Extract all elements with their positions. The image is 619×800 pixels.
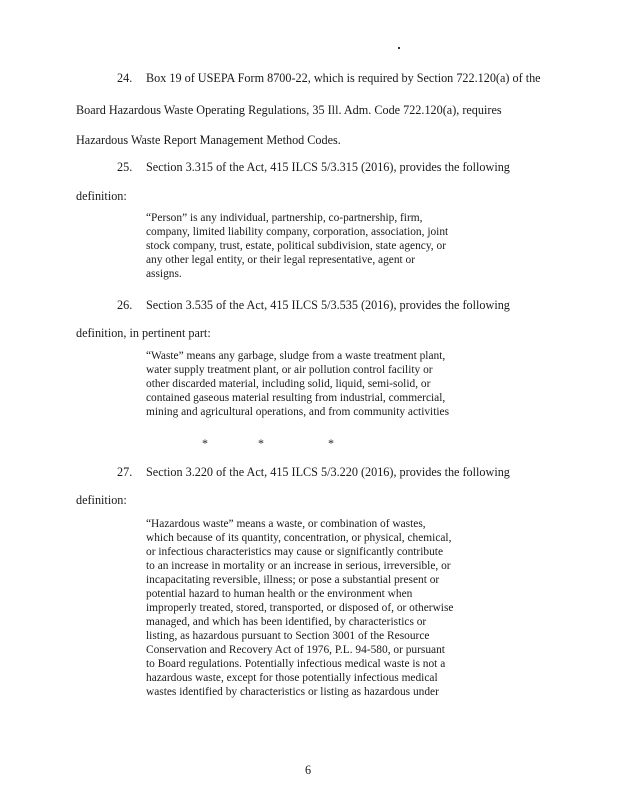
quote-line: to Board regulations. Potentially infectious medical waste is not a [146, 658, 446, 670]
ellipsis-asterisk: * [328, 436, 334, 450]
quote-line: “Person” is any individual, partnership, co-partnership, firm, [146, 212, 423, 224]
quote-line: company, limited liability company, corporation, association, joint [146, 226, 449, 238]
paragraph-26-number: 26. [117, 298, 133, 312]
quote-line: which because of its quantity, concentration, or physical, chemical, [146, 532, 452, 544]
ellipsis-asterisk: * [202, 436, 208, 450]
quote-line: wastes identified by characteristics or listing as hazardous under [146, 686, 439, 698]
quote-line: other discarded material, including solid, liquid, semi-solid, or [146, 378, 431, 390]
quote-line: potential hazard to human health or the environment when [146, 588, 413, 600]
paragraph-25-line-2: definition: [76, 189, 127, 203]
quote-line: Conservation and Recovery Act of 1976, P.L. 94-580, or pursuant [146, 644, 445, 656]
scan-speck [398, 47, 400, 49]
paragraph-24-line-2: Board Hazardous Waste Operating Regulations, 35 Ill. Adm. Code 722.120(a), requires [76, 103, 502, 117]
paragraph-27-number: 27. [117, 465, 133, 479]
quote-line: managed, and which has been identified, by characteristics or [146, 616, 427, 628]
quote-line: or infectious characteristics may cause or significantly contribute [146, 546, 443, 558]
paragraph-25-line-1: Section 3.315 of the Act, 415 ILCS 5/3.315 (2016), provides the following [146, 160, 510, 174]
paragraph-24-number: 24. [117, 71, 133, 85]
quote-line: hazardous waste, except for those potentially infectious medical [146, 672, 438, 684]
quote-line: incapacitating reversible, illness; or pose a substantial present or [146, 574, 440, 586]
ellipsis-asterisk: * [258, 436, 264, 450]
quote-line: stock company, trust, estate, political subdivision, state agency, or [146, 240, 446, 252]
quote-line: mining and agricultural operations, and from community activities [146, 406, 450, 418]
paragraph-27-line-1: Section 3.220 of the Act, 415 ILCS 5/3.220 (2016), provides the following [146, 465, 510, 479]
quote-line: “Hazardous waste” means a waste, or combination of wastes, [146, 518, 426, 530]
quote-line: listing, as hazardous pursuant to Section 3001 of the Resource [146, 630, 430, 642]
quote-line: contained gaseous material resulting from industrial, commercial, [146, 392, 446, 404]
page-number: 6 [305, 763, 312, 777]
quote-line: “Waste” means any garbage, sludge from a waste treatment plant, [146, 350, 446, 362]
paragraph-24-line-1: Box 19 of USEPA Form 8700-22, which is required by Section 722.120(a) of the [146, 71, 541, 85]
paragraph-24-line-3: Hazardous Waste Report Management Method Codes. [76, 133, 341, 147]
paragraph-25-number: 25. [117, 160, 133, 174]
quote-line: assigns. [146, 268, 182, 280]
quote-line: water supply treatment plant, or air pollution control facility or [146, 364, 433, 376]
quote-line: any other legal entity, or their legal representative, agent or [146, 254, 416, 266]
paragraph-26-line-2: definition, in pertinent part: [76, 326, 211, 340]
paragraph-26-line-1: Section 3.535 of the Act, 415 ILCS 5/3.535 (2016), provides the following [146, 298, 510, 312]
quote-line: to an increase in mortality or an increase in serious, irreversible, or [146, 560, 451, 572]
quote-line: improperly treated, stored, transported, or disposed of, or otherwise [146, 602, 454, 614]
paragraph-27-line-2: definition: [76, 493, 127, 507]
